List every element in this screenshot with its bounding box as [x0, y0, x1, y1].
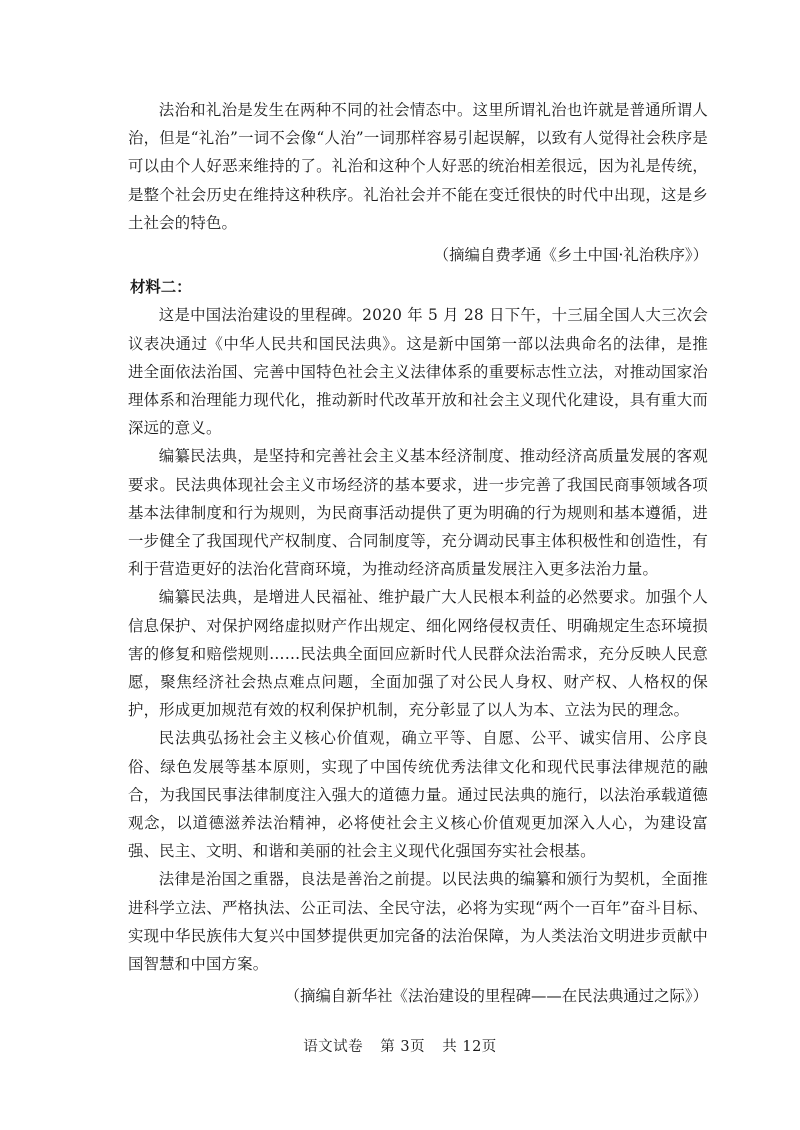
footer-subject: 语文试卷 — [303, 1039, 364, 1055]
exam-page-body — [128, 96, 708, 1015]
page-footer — [0, 1035, 800, 1056]
footer-page-number: 第 3页 — [380, 1039, 426, 1055]
material2-heading: 材料二： — [130, 278, 192, 297]
material2-paragraph-4: 民法典弘扬社会主义核心价值观，确立平等、自愿、公平、诚实信用、公序良俗、绿色发展等基本原则，实现了中国传统优秀法律文化和现代民事法律规范的融合，为我国民事法律制度注入强大的道德力量。通过民法典的施行，以法治承载道德观念，以道德滋养法治精神，必将使社会主义核心价值观更加深入人心，为建设富强、民主、文明、和谐和美丽的社会主义现代化强国夯实社会根基。 — [128, 729, 708, 861]
material2-paragraph-3: 编纂民法典，是增进人民福祉、维护最广大人民根本利益的必然要求。加强个人信息保护、对保护网络虚拟财产作出规定、细化网络侵权责任、明确规定生态环境损害的修复和赔偿规则……民法典全面回应新时代人民群众法治需求，充分反映人民意愿，聚焦经济社会热点难点问题，全面加强了对公民人身权、财产权、人格权的保护，形成更加规范有效的权利保护机制，充分彰显了以人为本、立法为民的理念。 — [128, 588, 708, 720]
material2-paragraph-5: 法律是治国之重器，良法是善治之前提。以民法典的编纂和颁行为契机，全面推进科学立法、严格执法、公正司法、全民守法，必将为实现“两个一百年”奋斗目标、实现中华民族伟大复兴中国梦提供更加完备的法治保障，为人类法治文明进步贡献中国智慧和中国方案。 — [128, 870, 708, 974]
material2-paragraph-2: 编纂民法典，是坚持和完善社会主义基本经济制度、推动经济高质量发展的客观要求。民法典体现社会主义市场经济的基本要求，进一步完善了我国民商事领域各项基本法律制度和行为规则，为民商事活动提供了更为明确的行为规则和基本遵循，进一步健全了我国现代产权制度、合同制度等，充分调动民事主体积极性和创造性，有利于营造更好的法治化营商环境，为推动经济高质量发展注入更多法治力量。 — [128, 447, 708, 579]
material2-paragraph-1: 这是中国法治建设的里程碑。2020 年 5 月 28 日下午，十三届全国人大三次会议表决通过《中华人民共和国民法典》。这是新中国第一部以法典命名的法律，是推进全面依法治国、完善中国特色社会主义法律体系的重要标志性立法，对推动国家治理体系和治理能力现代化，推动新时代改革开放和社会主义现代化建设，具有重大而深远的意义。 — [128, 306, 708, 438]
material1-citation: （摘编自费孝通《乡土中国·礼治秩序》） — [433, 246, 708, 265]
footer-total-pages: 共 12页 — [442, 1039, 497, 1055]
material2-citation: （摘编自新华社《法治建设的里程碑——在民法典通过之际》） — [284, 987, 708, 1006]
material1-paragraph: 法治和礼治是发生在两种不同的社会情态中。这里所谓礼治也许就是普通所谓人治，但是“礼治”一词不会像“人治”一词那样容易引起误解，以致有人觉得社会秩序是可以由个人好恶来维持的了。礼治和这种个人好恶的统治相差很远，因为礼是传统，是整个社会历史在维持这种秩序。礼治社会并不能在变迁很快的时代中出现，这是乡土社会的特色。 — [128, 101, 708, 232]
